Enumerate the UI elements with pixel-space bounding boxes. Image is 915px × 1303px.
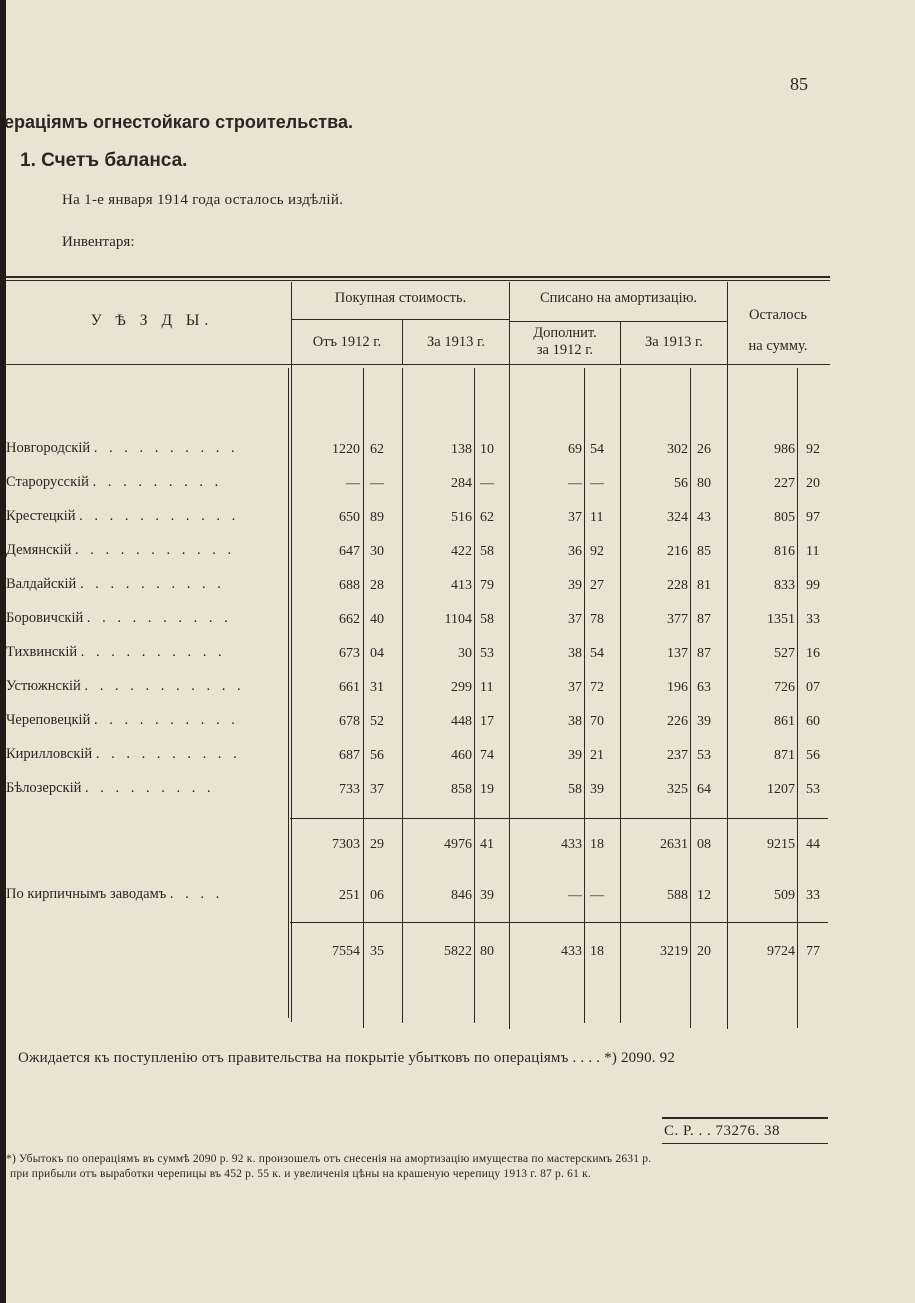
leader-dots: . . . . . . . . . . . (75, 542, 236, 558)
value-rubles: 251 (339, 888, 360, 903)
value-rubles: 460 (451, 748, 472, 763)
value-kopecks: 80 (480, 944, 494, 959)
value-kopecks: 16 (806, 646, 820, 661)
value-rubles: 69 (568, 442, 582, 457)
value-rubles: 816 (774, 544, 795, 559)
district-name: По кирпичнымъ заводамъ (6, 886, 170, 902)
value-rubles: 38 (568, 714, 582, 729)
value-kopecks: 10 (480, 442, 494, 457)
value-rubles: 9724 (767, 944, 795, 959)
value-rubles: 39 (568, 748, 582, 763)
value-kopecks: 52 (370, 714, 384, 729)
header-subrule-purchase (292, 319, 509, 320)
district-name: Тихвинскій (6, 644, 81, 660)
district-name: Крестецкій (6, 508, 80, 524)
body-rule-h (797, 368, 798, 1028)
header-additional-1912 (510, 325, 620, 359)
value-kopecks: 17 (480, 714, 494, 729)
header-bottom-rule (6, 364, 830, 365)
value-rubles: 688 (339, 578, 360, 593)
header-remaining (728, 300, 828, 362)
value-rubles: 37 (568, 510, 582, 525)
value-rubles: 1351 (767, 612, 795, 627)
value-kopecks: 81 (697, 578, 711, 593)
value-kopecks: 89 (370, 510, 384, 525)
district-label (6, 780, 215, 797)
district-name: Старорусскій (6, 474, 93, 490)
value-rubles: 324 (667, 510, 688, 525)
value-rubles: 302 (667, 442, 688, 457)
value-rubles: 196 (667, 680, 688, 695)
value-rubles: 516 (451, 510, 472, 525)
leader-dots: . . . . . . . . . . (86, 610, 232, 626)
value-rubles: 805 (774, 510, 795, 525)
value-rubles: 58 (568, 782, 582, 797)
district-name: Кирилловскій (6, 746, 96, 762)
value-kopecks: 33 (806, 888, 820, 903)
value-rubles: 833 (774, 578, 795, 593)
district-label (6, 474, 222, 491)
value-rubles: 5822 (444, 944, 472, 959)
page-number: 85 (790, 74, 808, 94)
value-rubles: 39 (568, 578, 582, 593)
inventory-label: Инвентаря: (62, 234, 135, 250)
value-rubles: 678 (339, 714, 360, 729)
value-kopecks: 56 (370, 748, 384, 763)
value-kopecks: 99 (806, 578, 820, 593)
value-kopecks: 27 (590, 578, 604, 593)
district-label (6, 886, 223, 903)
value-kopecks: 63 (697, 680, 711, 695)
value-kopecks: 11 (480, 680, 494, 695)
value-rubles: — (346, 476, 360, 491)
value-kopecks: 07 (806, 680, 820, 695)
value-kopecks: 30 (370, 544, 384, 559)
col-rule-1 (291, 282, 292, 1022)
value-rubles: 377 (667, 612, 688, 627)
value-rubles: 137 (667, 646, 688, 661)
value-kopecks: 58 (480, 544, 494, 559)
value-rubles: 986 (774, 442, 795, 457)
district-name: Новгородскій (6, 440, 94, 456)
header-for-1913-purchase: За 1913 г. (427, 334, 485, 350)
value-rubles: 1104 (444, 612, 472, 627)
value-rubles: 226 (667, 714, 688, 729)
expected-receipt-line: Ожидается къ поступленію отъ правительства на покрытіе убытковъ по операціямъ . . . . *) 2090. 92 (18, 1050, 676, 1066)
value-kopecks: 80 (697, 476, 711, 491)
value-rubles: — (568, 888, 582, 903)
value-rubles: 861 (774, 714, 795, 729)
value-rubles: 36 (568, 544, 582, 559)
value-kopecks: 43 (697, 510, 711, 525)
value-kopecks: 41 (480, 837, 494, 852)
value-rubles: 448 (451, 714, 472, 729)
value-rubles: 1207 (767, 782, 795, 797)
section-heading: ераціямъ огнестойкаго строительства. (4, 112, 353, 132)
value-kopecks: 72 (590, 680, 604, 695)
value-rubles: 871 (774, 748, 795, 763)
district-label (6, 678, 245, 695)
value-kopecks: 62 (480, 510, 494, 525)
value-kopecks: 87 (697, 646, 711, 661)
value-rubles: 38 (568, 646, 582, 661)
header-for-1913-writeoff: За 1913 г. (645, 334, 703, 350)
district-name: Демянскій (6, 542, 76, 558)
value-kopecks: 20 (806, 476, 820, 491)
value-rubles: 433 (561, 837, 582, 852)
value-kopecks: 04 (370, 646, 384, 661)
district-name: Валдайскій (6, 576, 80, 592)
value-rubles: 228 (667, 578, 688, 593)
subtotal-rule (290, 818, 828, 819)
value-kopecks: 85 (697, 544, 711, 559)
value-kopecks: 97 (806, 510, 820, 525)
value-rubles: 37 (568, 680, 582, 695)
value-rubles: 650 (339, 510, 360, 525)
value-kopecks: — (480, 476, 494, 491)
value-kopecks: 31 (370, 680, 384, 695)
district-name: Бѣлозерскій (6, 780, 85, 796)
value-rubles: 7554 (332, 944, 360, 959)
footnote-line-2: при прибыли отъ выработки черепицы въ 452 р. 55 к. и увеличенія цѣны на крашеную черепицу 1913 г. 87 р. 61 к. (10, 1168, 591, 1180)
value-rubles: 509 (774, 888, 795, 903)
footnote-line-1: *) Убытокъ по операціямъ въ суммѣ 2090 р. 92 к. произошелъ отъ снесенія на амортизацію имущества по мастерскимъ 2631 р. (6, 1153, 652, 1165)
value-kopecks: 12 (697, 888, 711, 903)
leader-dots: . . . . . . . . . . (80, 644, 226, 660)
value-rubles: 858 (451, 782, 472, 797)
value-rubles: 7303 (332, 837, 360, 852)
district-label (6, 576, 225, 593)
body-rule-g (690, 368, 691, 1028)
value-rubles: 138 (451, 442, 472, 457)
value-kopecks: 70 (590, 714, 604, 729)
header-remaining-line1: Осталось (749, 307, 807, 323)
value-rubles: 2631 (660, 837, 688, 852)
district-label (6, 542, 235, 559)
value-kopecks: — (370, 476, 384, 491)
value-rubles: 227 (774, 476, 795, 491)
value-kopecks: 37 (370, 782, 384, 797)
value-kopecks: 64 (697, 782, 711, 797)
value-kopecks: 19 (480, 782, 494, 797)
body-rule-b (363, 368, 364, 1028)
value-kopecks: 33 (806, 612, 820, 627)
value-rubles: 30 (458, 646, 472, 661)
header-purchase-cost: Покупная стоимость. (334, 290, 467, 306)
value-rubles: 1220 (332, 442, 360, 457)
header-written-off: Списано на амортизацію. (539, 290, 698, 306)
district-name: Боровичскій (6, 610, 87, 626)
body-rule-c (402, 368, 403, 1023)
value-rubles: 9215 (767, 837, 795, 852)
value-rubles: 647 (339, 544, 360, 559)
value-kopecks: 35 (370, 944, 384, 959)
value-kopecks: 79 (480, 578, 494, 593)
value-rubles: 3219 (660, 944, 688, 959)
value-kopecks: 08 (697, 837, 711, 852)
account-heading: 1. Счетъ баланса. (20, 150, 188, 171)
balance-rule (662, 1117, 828, 1119)
header-additional-line2: за 1912 г. (536, 342, 594, 358)
district-label (6, 440, 239, 457)
value-kopecks: 53 (806, 782, 820, 797)
value-kopecks: 18 (590, 837, 604, 852)
value-rubles: 733 (339, 782, 360, 797)
header-remaining-line2: на сумму. (748, 338, 808, 354)
value-rubles: 726 (774, 680, 795, 695)
value-kopecks: 39 (697, 714, 711, 729)
value-kopecks: — (590, 888, 604, 903)
district-label (6, 610, 232, 627)
value-rubles: 413 (451, 578, 472, 593)
value-kopecks: 54 (590, 442, 604, 457)
value-kopecks: 20 (697, 944, 711, 959)
leader-dots: . . . . . . . . . . . (79, 508, 240, 524)
leader-dots: . . . . (169, 886, 224, 902)
value-rubles: 846 (451, 888, 472, 903)
header-subrule-writeoff (510, 321, 727, 322)
leader-dots: . . . . . . . . . (92, 474, 223, 490)
value-kopecks: 92 (590, 544, 604, 559)
value-kopecks: 74 (480, 748, 494, 763)
value-kopecks: 60 (806, 714, 820, 729)
value-rubles: 284 (451, 476, 472, 491)
value-kopecks: 21 (590, 748, 604, 763)
value-kopecks: 18 (590, 944, 604, 959)
value-rubles: 662 (339, 612, 360, 627)
total-rule (290, 922, 828, 923)
header-districts: У Ѣ З Д Ы. (90, 312, 214, 329)
value-kopecks: 28 (370, 578, 384, 593)
value-rubles: 588 (667, 888, 688, 903)
value-kopecks: 53 (480, 646, 494, 661)
district-label (6, 508, 239, 525)
value-kopecks: 39 (480, 888, 494, 903)
value-kopecks: 44 (806, 837, 820, 852)
leader-dots: . . . . . . . . . . (93, 440, 239, 456)
value-kopecks: 77 (806, 944, 820, 959)
value-kopecks: 62 (370, 442, 384, 457)
value-rubles: 37 (568, 612, 582, 627)
value-kopecks: 92 (806, 442, 820, 457)
value-kopecks: 06 (370, 888, 384, 903)
balance-underline (662, 1143, 828, 1144)
leader-dots: . . . . . . . . . . (93, 712, 239, 728)
value-rubles: 4976 (444, 837, 472, 852)
district-name: Череповецкій (6, 712, 94, 728)
value-rubles: 527 (774, 646, 795, 661)
col-rule-5 (727, 282, 728, 1029)
value-rubles: 433 (561, 944, 582, 959)
district-label (6, 712, 239, 729)
value-rubles: 661 (339, 680, 360, 695)
value-rubles: 237 (667, 748, 688, 763)
value-kopecks: 54 (590, 646, 604, 661)
value-rubles: 216 (667, 544, 688, 559)
value-kopecks: 11 (590, 510, 604, 525)
value-kopecks: 26 (697, 442, 711, 457)
balance-total: С. Р. . . 73276. 38 (664, 1123, 780, 1139)
leader-dots: . . . . . . . . . . . (84, 678, 245, 694)
district-label (6, 746, 241, 763)
district-label (6, 644, 226, 661)
value-rubles: 422 (451, 544, 472, 559)
value-kopecks: — (590, 476, 604, 491)
header-additional-line1: Дополнит. (533, 325, 597, 341)
value-rubles: 325 (667, 782, 688, 797)
remaining-goods-paragraph: На 1-е января 1914 года осталось издѣлій. (62, 192, 344, 208)
value-rubles: — (568, 476, 582, 491)
value-kopecks: 11 (806, 544, 820, 559)
value-kopecks: 87 (697, 612, 711, 627)
leader-dots: . . . . . . . . . . (79, 576, 225, 592)
value-kopecks: 29 (370, 837, 384, 852)
value-rubles: 687 (339, 748, 360, 763)
leader-dots: . . . . . . . . . (85, 780, 215, 796)
value-kopecks: 58 (480, 612, 494, 627)
body-rule-a (288, 368, 289, 1018)
value-kopecks: 78 (590, 612, 604, 627)
leader-dots: . . . . . . . . . . (95, 746, 241, 762)
body-rule-f (620, 368, 621, 1023)
body-rule-e (584, 368, 585, 1023)
value-kopecks: 56 (806, 748, 820, 763)
value-rubles: 299 (451, 680, 472, 695)
value-kopecks: 53 (697, 748, 711, 763)
table-top-rule-inner (6, 280, 830, 281)
body-rule-d (474, 368, 475, 1023)
table-top-rule (6, 276, 830, 278)
value-kopecks: 40 (370, 612, 384, 627)
col-rule-3 (509, 282, 510, 1029)
district-name: Устюжнскій (6, 678, 85, 694)
header-from-1912: Отъ 1912 г. (312, 334, 382, 350)
value-rubles: 56 (674, 476, 688, 491)
value-kopecks: 39 (590, 782, 604, 797)
value-rubles: 673 (339, 646, 360, 661)
